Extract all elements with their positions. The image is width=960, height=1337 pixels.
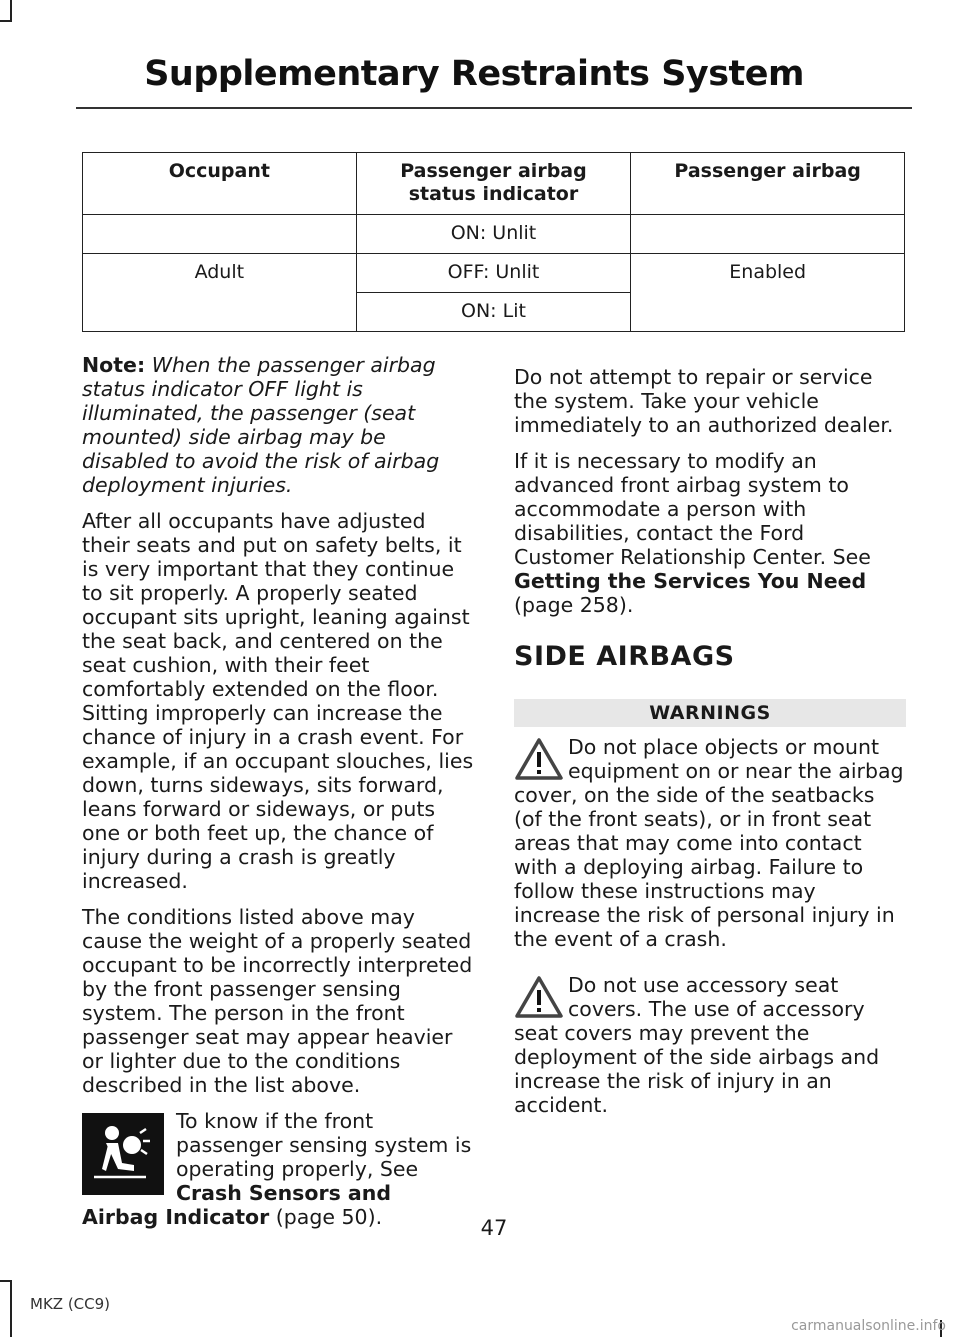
sensing-paragraph	[82, 1109, 474, 1229]
airbag-indicator-icon	[82, 1113, 164, 1195]
warning-item	[514, 973, 906, 1117]
note-text: When the passenger airbag status indicator OFF light is illuminated, the passenger (seat mounted) side airbag may be disabled to avoid the risk of airbag deployment injuries.	[82, 353, 440, 497]
warnings-header: WARNINGS	[514, 699, 906, 727]
warning-triangle-icon	[514, 737, 564, 781]
warning-triangle-icon	[514, 975, 564, 1019]
section-heading: SIDE AIRBAGS	[514, 641, 735, 672]
right-column	[514, 365, 906, 1139]
note-label: Note:	[82, 353, 146, 377]
table-cell: Enabled	[631, 254, 905, 332]
sensing-text: To know if the front passenger sensing system is operating properly, See	[176, 1109, 472, 1181]
table-header-row	[83, 153, 905, 215]
body-paragraph: After all occupants have adjusted their seats and put on safety belts, it is very important that they continue to sit properly. A properly seated occupant sits upright, leaning against the seat back, and centered on the seat cushion, with their feet comfortably extended on the floor. Sitting improperly can increase the chance of injury in a crash event. For example, if an occupant slouches, lies down, turns sideways, sits forward, leans forward or sideways, or puts one or both feet up, the chance of injury during a crash is greatly increased.	[82, 509, 474, 893]
warning-item	[514, 735, 906, 951]
table-cell: OFF: Unlit	[356, 254, 631, 293]
crop-mark	[0, 1280, 12, 1282]
page-reference: (page 258).	[514, 593, 634, 617]
table-cell	[83, 215, 357, 254]
disability-text: If it is necessary to modify an advanced front airbag system to accommodate a person with disabilities, contact the Ford Customer Relationship Center. See	[514, 449, 871, 569]
note-paragraph	[82, 353, 474, 497]
disability-paragraph	[514, 449, 906, 617]
body-paragraph: Do not attempt to repair or service the system. Take your vehicle immediately to an authorized dealer.	[514, 365, 894, 437]
services-link[interactable]: Getting the Services You Need	[514, 569, 867, 593]
table-cell: ON: Unlit	[356, 215, 631, 254]
page-title: Supplementary Restraints System	[144, 54, 804, 94]
warning-text: Do not use accessory seat covers. The use of accessory seat covers may prevent the deployment of the side airbags and increase the risk of injury in an accident.	[514, 973, 880, 1117]
column-header: Passenger airbag status indicator	[356, 153, 631, 215]
warning-text: Do not place objects or mount equipment on or near the airbag cover, on the side of the seatbacks (of the front seats), or in front seat areas that may come into contact with a deploying airbag. Failure to follow these instructions may increase the risk of personal injury in the event of a crash.	[514, 735, 904, 951]
crop-mark	[10, 0, 12, 22]
left-column	[82, 353, 474, 1229]
table-row	[83, 215, 905, 254]
watermark: carmanualsonline.info	[791, 1318, 946, 1334]
crop-mark	[0, 20, 12, 22]
crash-sensors-link[interactable]: Crash Sensors and Airbag Indicator	[82, 1181, 392, 1229]
body-paragraph: The conditions listed above may cause the weight of a properly seated occupant to be incorrectly interpreted by the front passenger sensing system. The person in the front passenger seat may appear heavier or lighter due to the conditions described in the list above.	[82, 905, 473, 1097]
table-cell	[631, 215, 905, 254]
table-cell: ON: Lit	[356, 293, 631, 332]
table-cell: Adult	[83, 254, 357, 332]
column-header: Occupant	[83, 153, 357, 215]
crop-mark	[10, 1280, 12, 1337]
page-number: 47	[480, 1216, 508, 1240]
column-header: Passenger airbag	[631, 153, 905, 215]
header-divider	[76, 107, 912, 109]
table-row	[83, 254, 905, 293]
page-reference: (page 50).	[275, 1205, 383, 1229]
airbag-status-table	[82, 152, 905, 332]
model-code: MKZ (CC9)	[30, 1295, 111, 1313]
